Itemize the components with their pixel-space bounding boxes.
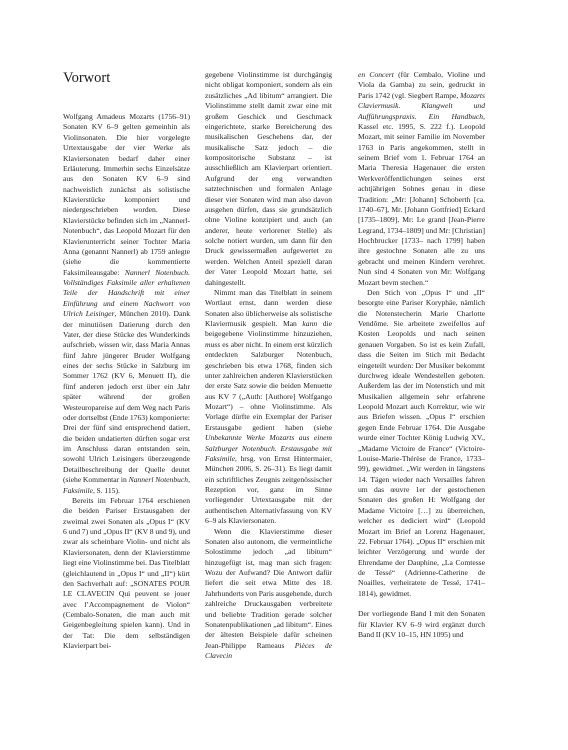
paragraph: Bereits im Februar 1764 erschienen die beiden Pariser Erstausgaben der zweimal zwei Sonaten als „Opus I“ (KV 6 und 7) und „Opus II“ (KV 8 und 9), und zwar als scheinbare Violin- und nicht als Klaviersonaten, denn der Klavierstimme liegt eine Violinstimme bei. Das Titelblatt (gleichlautend in „Opus I“ und „II“) kürt den Sachverhalt auf: „SONATES POUR LE CLAVECIN Qui peuvent se jouer avec l’Accompagnement de Violon“ (Cembalo-Sonaten, die man auch mit Geigenbegleitung spielen kann). Und in der Tat: Die dem selbständigen Klavierpart bei- <box>63 495 190 651</box>
paragraph: Der vorliegende Band I mit den Sonaten für Klavier KV 6–9 wird ergänzt durch Band II (KV 10–15, HN 1095) und <box>358 609 485 639</box>
paragraph: gegebene Violinstimme ist durchgängig nicht obligat komponiert, sondern als ein zusätzliches „Ad libitum“ arrangiert. Die Violinstimme stellt damit zwar eine mit großem Geschick und Geschmack eingerichtete, starke Bereicherung des musikalischen Geschehens dar, der musikalische Satz jedoch – die kompositorische Substanz – ist ausschließlich am Klavierpart orientiert. Aufgrund der eng verwandten satztechnischen und formalen Anlage dieser vier Sonaten wird man also davon ausgehen dürfen, dass sie grundsätzlich ohne Violine konzipiert und auch (an anderer, heute verlorener Stelle) als solche notiert wurden, um dann für den Druck gewissermaßen aufgewertet zu werden. Welchen Anteil speziell daran der Vater Leopold Mozart hatte, sei dahingestellt. <box>205 70 332 287</box>
paragraph: Den Stich von „Opus I“ und „II“ besorgte eine Pariser Koryphäe, nämlich die Notenstecherin Marie Charlotte Vendôme. Sie arbeitete zweifellos auf Kosten Leopolds und nach seinen genauen Vorgaben. So ist es kein Zufall, dass die Seiten im Stich mit Bedacht eingeteilt wurden: Der Musiker bekommt durchweg ideale Wendestellen geboten. Außerdem las der im Notenstich und mit Musikalien allgemein sehr erfahrene Leopold Mozart auch Korrektur, wie wir aus Briefen wissen. „Opus I“ erschien gegen Ende Februar 1764. Die Ausgabe wurde einer Tochter König Ludwig XV., „Madame Victoire de France“ (Victoire-Louise-Marie-Thérèse de France, 1733–99), gewidmet. „Wir werden in längstens 14. Tägen wieder nach Versailles fahren um das œuvre 1er der gestochenen Sonaten des großen H: Wolfgang der Madame Victoire […] zu überreichen, welcher es dediciert wird“ (Leopold Mozart im Brief an Lorenz Hagenauer, 22. Februar 1764). „Opus II“ erschien mit leichter Verzögerung und wurde der Ehrendame der Dauphine, „La Comtesse de Tessé“ (Adrienne-Catherine de Noailles, verheiratete de Tessé, 1741–1814), gewidmet. <box>358 287 485 598</box>
text-column-1 <box>63 112 190 652</box>
page-title: Vorwort <box>63 70 111 86</box>
text-column-2 <box>205 70 332 661</box>
paragraph: en Concert (für Cembalo, Violine und Viola da Gamba) zu sein, gedruckt in Paris 1742 (vgl. Siegbert Rampe, Mozarts Claviermusik. Klangwelt und Aufführungspraxis. Ein Handbuch, Kassel etc. 1995, S. 222 f.). Leopold Mozart, mit seiner Familie im November 1763 in Paris angekommen, stellt in seinem Brief vom 1. Februar 1764 an Maria Theresia Hagenauer die ersten Werkveröffentlichungen seines erst achtjährigen Sohnes genau in diese Tradition: „Mr: [Johann] Schoberth [ca. 1740–67], Mr. [Johann Gottfried] Eckard [1735–1809], Mr: Le grand [Jean-Pierre Legrand, 1734–1809] und Mr: [Christian] Hochbrucker [1733– nach 1799] haben ihre gestochne Sonaten alle zu uns gebracht und meinen Kindern verehret. Nun sind 4 Sonaten von Mr: Wolfgang Mozart bevm stechen.“ <box>358 70 485 287</box>
paragraph: Wenn die Klavierstimme dieser Sonaten also autonom, die vermeintliche Solostimme jedoch „ad libitum“ hinzugefügt ist, mag man sich fragen: Wozu der Aufwand? Die Antwort dafür liefert die seit etwa Mitte des 18. Jahrhunderts von Paris ausgehende, durch zahlreiche Druckausgaben verbreitete und beliebte Tradition gerade solcher Sonatenpublikationen „ad libitum“. Eines der ältesten Beispiele dafür scheinen Jean-Philippe Rameaus Pièces de Clavecin <box>205 526 332 660</box>
paragraph: Nimmt man das Titelblatt in seinem Wortlaut ernst, dann werden diese Sonaten also üblicherweise als solistische Klaviermusik gespielt. Man kann die beigegebene Violinstimme hinzuziehen, muss es aber nicht. In einem erst kürzlich entdeckten Salzburger Notenbuch, geschrieben bis etwa 1768, finden sich unter zahlreichen anderen Klavierstücken der erste Satz sowie die beiden Menuette aus KV 7 („Auth: [Authore] Wolfgango Mozart“) – ohne Violinstimme. Als Vorlage dürfte ein Exemplar der Pariser Erstausgabe gedient haben (siehe Unbekannte Werke Mozarts aus einem Salzburger Notenbuch. Erstausgabe mit Faksimile, hrsg. von Ernst Hintermaier, München 2006, S. 26–31). Es liegt damit ein schriftliches Zeugnis zeitgenössischer Rezeption vor, ganz im Sinne vorliegender Urtextausgabe mit der authentischen Alternativfassung von KV 6–9 als Klaviersonaten. <box>205 287 332 526</box>
text-column-3 <box>358 70 485 640</box>
paragraph: Wolfgang Amadeus Mozarts (1756–91) Sonaten KV 6–9 gelten gemeinhin als Violinsonaten. Die hier vorgelegte Urtextausgabe der vier Werke als Klaviersonaten bedarf daher einer Erläuterung. Immerhin sechs Einzelsätze aus den Sonaten KV 6–9 sind nachweislich zunächst als solistische Klavierstücke komponiert und niedergeschrieben worden. Diese Klavierstücke befinden sich im „Nannerl-Notenbuch“, das Leopold Mozart für den Klavierunterricht seiner Tochter Maria Anna (genannt Nannerl) ab 1759 anlegte (siehe die kommentierte Faksimileausgabe: Nannerl Notenbuch. Vollständiges Faksimile aller erhaltenen Teile der Handschrift mit einer Einführung und einem Nachwort von Ulrich Leisinger, München 2010). Dank der minutiösen Datierung durch den Vater, der diese Stücke des Wunderkinds aufschrieb, wissen wir, dass Maria Annas fünf Jahre jüngerer Bruder Wolfgang eines der sechs Stücke in Salzburg im Sommer 1762 (KV 6, Menuett II), die fünf anderen jedoch erst über ein Jahr später während der großen Westeuropareise auf dem Weg nach Paris oder dortselbst (Ende 1763) komponierte: Drei der fünf sind entsprechend datiert, die beiden undatierten dürften sogar erst im Anschluss daran entstanden sein, sowohl Ulrich Leisingers überzeugende Detailbeschreibung der Quelle deutet (siehe Kommentar in Nannerl Notenbuch, Faksimile, S. 115). <box>63 112 191 495</box>
